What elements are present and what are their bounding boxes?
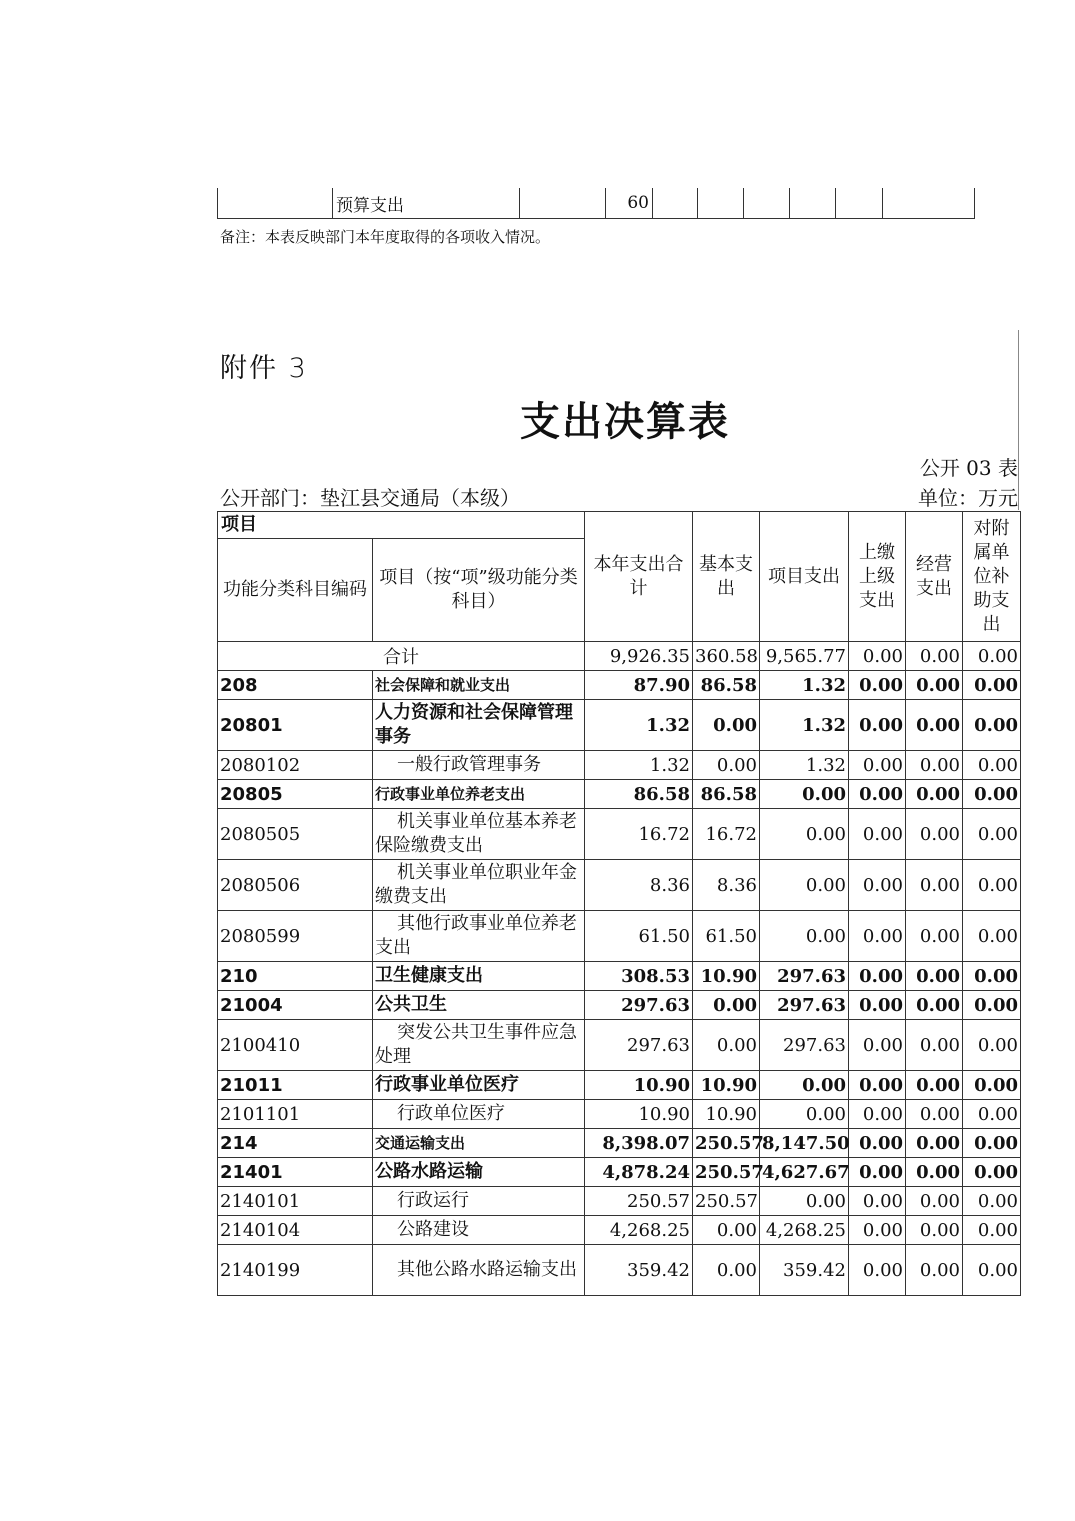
row-value: 0.00 <box>906 1071 963 1100</box>
row-name: 行政事业单位养老支出 <box>373 780 585 809</box>
row-value: 250.57 <box>693 1129 760 1158</box>
row-value: 0.00 <box>760 780 849 809</box>
row-value: 8,147.50 <box>760 1129 849 1158</box>
row-value: 0.00 <box>849 911 906 962</box>
row-value: 359.42 <box>760 1245 849 1296</box>
row-value: 86.58 <box>585 780 693 809</box>
row-value: 1.32 <box>760 700 849 751</box>
row-value: 86.58 <box>693 671 760 700</box>
row-value: 0.00 <box>693 751 760 780</box>
row-value: 10.90 <box>585 1071 693 1100</box>
row-code: 208 <box>218 671 373 700</box>
row-code: 2140104 <box>218 1216 373 1245</box>
page-title: 支出决算表 <box>520 398 730 445</box>
row-value: 0.00 <box>760 1187 849 1216</box>
total-cell: 0.00 <box>906 642 963 671</box>
row-value: 8,398.07 <box>585 1129 693 1158</box>
row-value: 0.00 <box>849 751 906 780</box>
row-value: 87.90 <box>585 671 693 700</box>
row-code: 21004 <box>218 991 373 1020</box>
total-cell: 9,565.77 <box>760 642 849 671</box>
cell <box>218 188 333 219</box>
table-row <box>218 1100 1021 1129</box>
row-value: 4,627.67 <box>760 1158 849 1187</box>
row-value: 297.63 <box>585 1020 693 1071</box>
row-name: 其他公路水路运输支出 <box>373 1245 585 1296</box>
row-value: 16.72 <box>585 809 693 860</box>
row-value: 0.00 <box>906 1020 963 1071</box>
row-value: 0.00 <box>693 1245 760 1296</box>
row-name: 社会保障和就业支出 <box>373 671 585 700</box>
row-value: 0.00 <box>849 962 906 991</box>
row-label: 预算支出 <box>333 188 520 219</box>
row-value: 0.00 <box>963 911 1021 962</box>
row-name: 其他行政事业单位养老支出 <box>373 911 585 962</box>
row-code: 21011 <box>218 1071 373 1100</box>
row-value: 16.72 <box>693 809 760 860</box>
row-name: 公路建设 <box>373 1216 585 1245</box>
row-value: 0.00 <box>906 911 963 962</box>
table-row <box>218 860 1021 911</box>
row-value: 10.90 <box>693 1071 760 1100</box>
row-value: 250.57 <box>585 1187 693 1216</box>
row-value: 0.00 <box>963 1187 1021 1216</box>
row-value: 0.00 <box>963 1020 1021 1071</box>
header-total: 本年支出合计 <box>585 512 693 642</box>
header-name: 项目（按“项”级功能分类科目） <box>373 539 585 642</box>
table-row <box>218 991 1021 1020</box>
row-value: 8.36 <box>693 860 760 911</box>
row-value: 0.00 <box>906 1129 963 1158</box>
header-code: 功能分类科目编码 <box>218 539 373 642</box>
row-name: 公路水路运输 <box>373 1158 585 1187</box>
row-value: 0.00 <box>963 809 1021 860</box>
row-code: 2080505 <box>218 809 373 860</box>
row-value: 0.00 <box>906 1245 963 1296</box>
row-code: 2140101 <box>218 1187 373 1216</box>
row-code: 2101101 <box>218 1100 373 1129</box>
header-upper: 上缴上级支出 <box>849 512 906 642</box>
total-cell: 9,926.35 <box>585 642 693 671</box>
row-value: 0.00 <box>849 809 906 860</box>
row-value: 0.00 <box>963 1100 1021 1129</box>
expenditure-table <box>217 511 1021 1296</box>
row-code: 20805 <box>218 780 373 809</box>
row-value: 0.00 <box>906 809 963 860</box>
row-value: 0.00 <box>693 991 760 1020</box>
row-value: 0.00 <box>906 780 963 809</box>
row-value: 0.00 <box>849 1158 906 1187</box>
table-row <box>218 911 1021 962</box>
row-value: 0.00 <box>906 991 963 1020</box>
row-value: 0.00 <box>906 1100 963 1129</box>
row-value: 0.00 <box>963 860 1021 911</box>
row-value: 0.00 <box>963 671 1021 700</box>
row-code: 214 <box>218 1129 373 1158</box>
row-value: 0.00 <box>693 1020 760 1071</box>
header-basic: 基本支出 <box>693 512 760 642</box>
total-cell: 0.00 <box>849 642 906 671</box>
row-value: 0.00 <box>963 962 1021 991</box>
department-label: 公开部门：垫江县交通局（本级） <box>220 486 520 510</box>
table-code: 公开 03 表 <box>919 456 1018 480</box>
row-value: 0.00 <box>906 751 963 780</box>
table-row <box>218 1216 1021 1245</box>
row-value: 0.00 <box>963 1216 1021 1245</box>
row-value: 4,268.25 <box>585 1216 693 1245</box>
row-value: 10.90 <box>693 1100 760 1129</box>
table-row <box>218 780 1021 809</box>
row-value: 0.00 <box>760 809 849 860</box>
cell <box>836 188 883 219</box>
row-code: 2100410 <box>218 1020 373 1071</box>
row-value: 0.00 <box>849 860 906 911</box>
row-value: 0.00 <box>760 860 849 911</box>
header-project: 项目 <box>218 512 585 539</box>
row-value: 4,268.25 <box>760 1216 849 1245</box>
header-project-expense: 项目支出 <box>760 512 849 642</box>
row-value: 0.00 <box>906 1158 963 1187</box>
row-value: 8.36 <box>585 860 693 911</box>
cell <box>744 188 790 219</box>
total-label: 合计 <box>218 642 585 671</box>
row-value: 0.00 <box>906 1187 963 1216</box>
row-value: 0.00 <box>906 671 963 700</box>
table-row <box>218 1020 1021 1071</box>
row-value: 0.00 <box>849 1245 906 1296</box>
header-subsidy: 对附属单位补助支出 <box>963 512 1021 642</box>
row-name: 机关事业单位基本养老保险缴费支出 <box>373 809 585 860</box>
table-row <box>218 1129 1021 1158</box>
row-code: 2080506 <box>218 860 373 911</box>
table-row <box>218 671 1021 700</box>
row-value: 0.00 <box>963 780 1021 809</box>
row-code: 2080599 <box>218 911 373 962</box>
row-value: 61.50 <box>693 911 760 962</box>
row-name: 行政单位医疗 <box>373 1100 585 1129</box>
row-value: 0.00 <box>963 1129 1021 1158</box>
header-business: 经营支出 <box>906 512 963 642</box>
row-name: 卫生健康支出 <box>373 962 585 991</box>
row-value: 359.42 <box>585 1245 693 1296</box>
row-value: 0.00 <box>760 1100 849 1129</box>
table-row <box>218 1158 1021 1187</box>
row-value: 0.00 <box>963 751 1021 780</box>
row-value: 1.32 <box>760 671 849 700</box>
row-name: 机关事业单位职业年金缴费支出 <box>373 860 585 911</box>
row-value: 297.63 <box>760 991 849 1020</box>
row-value: 0.00 <box>906 860 963 911</box>
row-name: 公共卫生 <box>373 991 585 1020</box>
row-value: 0.00 <box>760 1071 849 1100</box>
total-cell: 0.00 <box>963 642 1021 671</box>
row-value: 1.32 <box>760 751 849 780</box>
row-value: 297.63 <box>760 962 849 991</box>
unit-label: 单位：万元 <box>918 486 1018 510</box>
row-value: 0.00 <box>963 1245 1021 1296</box>
row-code: 21401 <box>218 1158 373 1187</box>
total-row <box>218 642 1021 671</box>
table-row <box>218 751 1021 780</box>
table-row <box>218 809 1021 860</box>
row-value: 0.00 <box>760 911 849 962</box>
cell <box>790 188 836 219</box>
row-value: 0.00 <box>849 1071 906 1100</box>
row-name: 突发公共卫生事件应急处理 <box>373 1020 585 1071</box>
row-value: 60 <box>606 188 653 219</box>
total-cell: 360.58 <box>693 642 760 671</box>
row-name: 交通运输支出 <box>373 1129 585 1158</box>
row-code: 2080102 <box>218 751 373 780</box>
cell <box>653 188 698 219</box>
row-name: 人力资源和社会保障管理事务 <box>373 700 585 751</box>
row-value: 250.57 <box>693 1187 760 1216</box>
row-value: 0.00 <box>849 671 906 700</box>
row-value: 0.00 <box>849 1100 906 1129</box>
attachment-label: 附件 3 <box>220 353 308 384</box>
row-value: 297.63 <box>585 991 693 1020</box>
row-value: 1.32 <box>585 751 693 780</box>
previous-table-row <box>218 188 975 219</box>
row-value: 0.00 <box>693 1216 760 1245</box>
row-code: 20801 <box>218 700 373 751</box>
page-divider-line <box>1018 330 1019 510</box>
row-name: 一般行政管理事务 <box>373 751 585 780</box>
row-value: 4,878.24 <box>585 1158 693 1187</box>
previous-table-fragment <box>217 188 975 219</box>
cell <box>698 188 744 219</box>
row-value: 297.63 <box>760 1020 849 1071</box>
row-value: 0.00 <box>906 1216 963 1245</box>
table-row <box>218 1245 1021 1296</box>
row-code: 2140199 <box>218 1245 373 1296</box>
row-value: 0.00 <box>963 991 1021 1020</box>
previous-table-note: 备注：本表反映部门本年度取得的各项收入情况。 <box>220 228 551 246</box>
row-value: 1.32 <box>585 700 693 751</box>
row-value: 0.00 <box>963 1158 1021 1187</box>
row-value: 10.90 <box>585 1100 693 1129</box>
row-value: 0.00 <box>963 1071 1021 1100</box>
row-value: 10.90 <box>693 962 760 991</box>
row-name: 行政事业单位医疗 <box>373 1071 585 1100</box>
row-value: 0.00 <box>693 700 760 751</box>
row-value: 308.53 <box>585 962 693 991</box>
row-value: 250.57 <box>693 1158 760 1187</box>
row-value: 0.00 <box>963 700 1021 751</box>
row-name: 行政运行 <box>373 1187 585 1216</box>
row-value: 86.58 <box>693 780 760 809</box>
table-row <box>218 1071 1021 1100</box>
row-value: 0.00 <box>849 991 906 1020</box>
row-value: 0.00 <box>906 700 963 751</box>
cell <box>883 188 975 219</box>
row-code: 210 <box>218 962 373 991</box>
table-row <box>218 700 1021 751</box>
row-value: 0.00 <box>849 1129 906 1158</box>
row-value: 0.00 <box>849 1187 906 1216</box>
row-value: 61.50 <box>585 911 693 962</box>
row-value: 0.00 <box>849 780 906 809</box>
row-value: 0.00 <box>849 700 906 751</box>
cell <box>520 188 606 219</box>
table-row <box>218 1187 1021 1216</box>
header-row-1 <box>218 512 1021 539</box>
row-value: 0.00 <box>849 1216 906 1245</box>
row-value: 0.00 <box>849 1020 906 1071</box>
row-value: 0.00 <box>906 962 963 991</box>
table-row <box>218 962 1021 991</box>
